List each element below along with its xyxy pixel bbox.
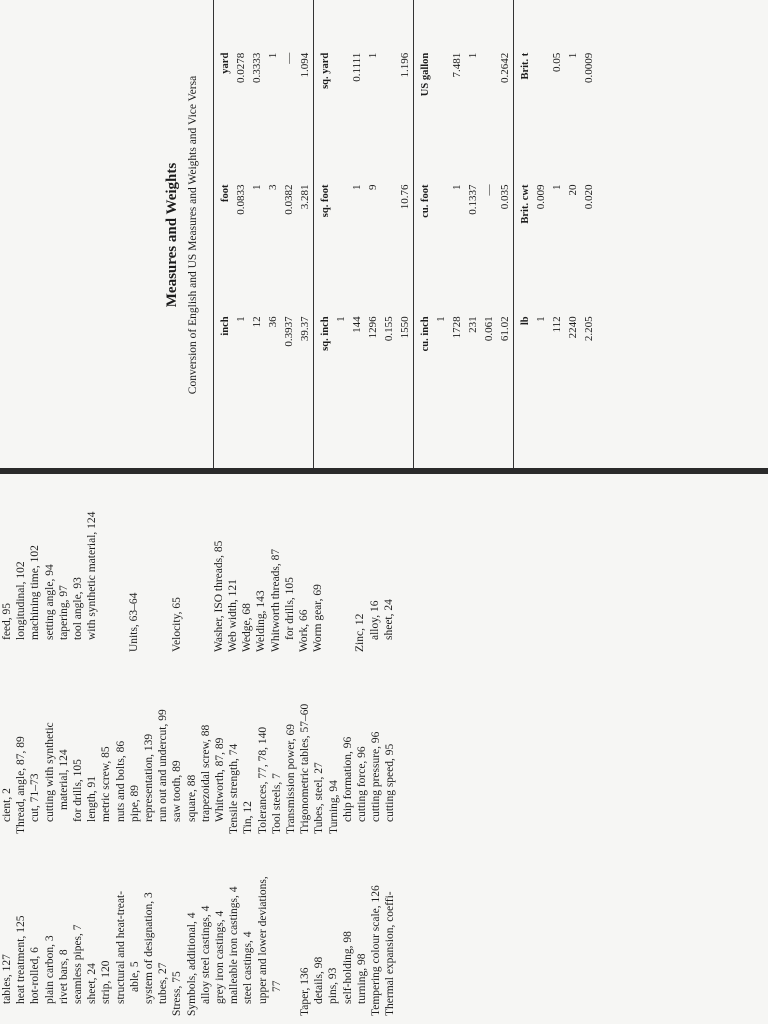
conversion-table-region [0, 0, 768, 470]
table-section-header-weights [514, 0, 534, 470]
index-entry: Transmission power, 69 [285, 724, 298, 834]
table-row [465, 0, 481, 470]
index-entry: Velocity, 65 [170, 597, 183, 652]
table-cell: 1 [467, 52, 479, 59]
table-row [449, 0, 465, 470]
index-column-3 [0, 474, 396, 652]
table-cell [481, 47, 497, 179]
table-cell: 1 [551, 184, 563, 191]
index-entry: turning, 98 [355, 953, 368, 1004]
index-entry: material, 124 [57, 749, 70, 810]
table-cell [233, 0, 249, 47]
table-header-cell: foot [214, 179, 234, 311]
index-spacer [99, 474, 113, 652]
index-entry: Thread, angle, 87, 89 [15, 736, 28, 834]
index-entry: Thermal expansion, coeffi- [384, 891, 397, 1016]
index-entry: for drills, 105 [72, 759, 85, 822]
index-entry: steel castings, 4 [242, 931, 255, 1004]
table-cell [381, 442, 397, 470]
table-header-cell: Brit. cwt [514, 179, 534, 311]
table-cell: 0.2642 [499, 52, 511, 83]
table-cell: 0.1337 [467, 184, 479, 215]
index-spacer [113, 474, 127, 652]
table-cell [281, 442, 297, 470]
table-cell [349, 442, 365, 470]
index-spacer [184, 474, 198, 652]
table-cell [533, 442, 549, 470]
table-cell [333, 47, 349, 179]
table-header-cell [314, 442, 334, 470]
table-cell [581, 442, 597, 470]
table-cell: 1 [251, 184, 263, 191]
index-entry: Worm gear, 69 [312, 584, 325, 652]
index-spacer [339, 474, 353, 652]
table-cell: 20 [567, 184, 579, 196]
table-cell [465, 442, 481, 470]
table-cell: 1.094 [299, 52, 311, 78]
table-cell [481, 0, 497, 47]
index-entry: upper and lower deviations, [256, 876, 269, 1004]
table-cell [249, 0, 265, 47]
table-cell: 12 [251, 316, 263, 328]
table-cell: 1 [335, 316, 347, 322]
index-entry: setting angle, 94 [43, 564, 56, 640]
table-cell: 36 [267, 316, 279, 328]
table-cell: 0.0833 [235, 184, 247, 215]
table-cell: 0.061 [483, 316, 495, 342]
index-entry: Work, 66 [298, 609, 311, 652]
table-cell: 2240 [567, 316, 579, 339]
index-entry: Tin, 12 [242, 801, 255, 834]
index-entry: feed, 95 [1, 602, 13, 640]
table-header-cell [514, 442, 534, 470]
table-cell: 1 [535, 316, 547, 322]
index-entry: self-holding, 98 [341, 931, 354, 1004]
table-header-cell: sq. foot [314, 179, 334, 311]
index-entry: with synthetic material, 124 [86, 511, 99, 640]
table-cell: 1 [451, 184, 463, 191]
index-spacer [198, 474, 212, 652]
table-row [265, 0, 281, 470]
table-cell [397, 442, 414, 470]
table-cell [533, 0, 549, 47]
table-cell [433, 179, 449, 311]
index-entry: Taper, 136 [299, 967, 312, 1016]
table-cell: 1 [351, 184, 363, 191]
table-header-cell: cu. foot [414, 179, 434, 311]
index-entry: structural and heat-treat- [114, 890, 127, 1004]
index-entry: metric screw, 85 [100, 746, 113, 822]
index-entry: cutting force, 96 [356, 746, 369, 822]
table-cell: 10.76 [399, 184, 411, 210]
table-cell [333, 0, 349, 47]
table-cell: 39.37 [299, 316, 311, 342]
index-entry: Zinc, 12 [354, 613, 367, 652]
table-cell: 231 [467, 316, 479, 333]
table-cell: 144 [351, 316, 363, 333]
index-entry: alloy steel castings, 4 [199, 905, 212, 1004]
table-cell [433, 47, 449, 179]
index-entry: Symbols, additional, 4 [185, 912, 198, 1016]
table-row [281, 0, 297, 470]
index-entry: rivet bars, 8 [57, 949, 70, 1004]
table-cell: 1.196 [399, 52, 411, 78]
table-cell: 1550 [399, 316, 411, 339]
index-spacer [284, 826, 298, 1016]
index-entry: tables, 127 [1, 954, 13, 1004]
table-cell [333, 179, 349, 311]
index-entry: cut, 71–73 [29, 773, 42, 822]
index-entry: cutting speed, 95 [384, 743, 397, 822]
table-cell [481, 442, 497, 470]
index-entry: longitudinal, 102 [15, 561, 28, 640]
index-entry: plain carbon, 3 [43, 935, 56, 1004]
index-entry: Tempering colour scale, 126 [370, 885, 383, 1016]
table-cell: 0.020 [583, 184, 595, 210]
table-cell: 0.009 [535, 184, 547, 210]
table-cell: 61.02 [499, 316, 511, 342]
table-cell [233, 442, 249, 470]
table-cell [565, 0, 581, 47]
index-entry: nuts and bolts, 86 [114, 740, 127, 822]
table-cell [497, 0, 514, 47]
index-entry: chip formation, 96 [341, 736, 354, 822]
table-header-cell [214, 0, 234, 47]
table-header-cell: cu. inch [414, 310, 434, 442]
table-cell [549, 442, 565, 470]
table-cell: 1 [235, 316, 247, 322]
table-cell [333, 442, 349, 470]
table-row [397, 0, 414, 470]
table-cell [281, 0, 297, 47]
table-row [349, 0, 365, 470]
table-row [565, 0, 581, 470]
table-header-cell: Brit. t [514, 47, 534, 179]
table-row [381, 0, 397, 470]
table-cell: 0.3937 [283, 316, 295, 347]
table-row [333, 0, 349, 470]
table-cell [381, 0, 397, 47]
index-column-2 [0, 644, 398, 834]
index-entry: Trigonometric tables, 57–60 [299, 703, 312, 834]
index-entry: Welding, 143 [255, 590, 268, 652]
table-cell: 112 [551, 316, 563, 333]
index-entry: Whitworth threads, 87 [269, 548, 282, 652]
table-cell [449, 442, 465, 470]
table-header-cell: US gallon [414, 47, 434, 179]
page-subtitle: Conversion of English and US Measures and Weights and Vice Versa [187, 75, 199, 395]
index-entry: Whitworth, 87, 89 [214, 737, 227, 822]
index-entry: seamless pipes, 7 [72, 924, 85, 1004]
table-cell: 1 [567, 52, 579, 59]
table-header-cell [514, 0, 534, 47]
table-section-header-linear [214, 0, 234, 470]
index-entry: sheet, 24 [382, 599, 395, 640]
page-title: Measures and Weights [164, 162, 180, 308]
table-row [233, 0, 249, 470]
table-cell [565, 442, 581, 470]
table-cell: 0.0278 [235, 52, 247, 83]
index-entry: system of designation, 3 [143, 892, 156, 1004]
rotated-index [0, 474, 768, 1024]
table-cell [265, 0, 281, 47]
table-cell [465, 0, 481, 47]
index-entry: pins, 93 [327, 967, 340, 1004]
index-entry: Units, 63–64 [128, 592, 141, 652]
table-cell [381, 179, 397, 311]
table-row [533, 0, 549, 470]
table-cell: 0.3333 [251, 52, 263, 83]
table-cell: 0.1111 [351, 52, 363, 82]
table-header-cell: yard [214, 47, 234, 179]
table-row [365, 0, 381, 470]
index-entry: Stress, 75 [171, 971, 184, 1016]
table-cell: 3.281 [299, 184, 311, 210]
conversion-table [213, 0, 597, 470]
table-cell: 1 [435, 316, 447, 322]
table-cell: 3 [267, 184, 279, 191]
table-section-header-cubic [414, 0, 434, 470]
index-spacer [156, 474, 170, 652]
table-cell [381, 47, 397, 179]
index-entry: Wedge, 68 [241, 603, 254, 652]
table-cell: — [283, 52, 295, 64]
table-section-header-square [314, 0, 334, 470]
index-entry: saw tooth, 89 [171, 760, 184, 822]
index-entry: Web width, 121 [227, 579, 240, 652]
table-row [433, 0, 449, 470]
index-entry: Turning, 94 [327, 780, 340, 834]
table-cell [265, 442, 281, 470]
index-spacer [142, 474, 156, 652]
table-cell: 1296 [367, 316, 379, 339]
index-entry: sheet, 24 [86, 963, 99, 1004]
table-cell [365, 0, 381, 47]
index-column-1 [0, 826, 397, 1016]
index-entry: trapezoidal screw, 88 [199, 724, 212, 822]
table-cell: 9 [367, 184, 379, 191]
table-header-cell: lb [514, 310, 534, 442]
index-entry: heat treatment, 125 [15, 915, 28, 1004]
index-spacer [325, 474, 339, 652]
table-cell [549, 0, 565, 47]
index-entry: length, 91 [86, 776, 99, 822]
index-entry: strip, 120 [100, 960, 113, 1004]
index-entry: pipe, 89 [128, 784, 141, 822]
table-cell: 0.05 [551, 52, 563, 72]
table-cell [433, 442, 449, 470]
table-cell: 0.0009 [583, 52, 595, 83]
table-cell [497, 442, 514, 470]
index-entry: machining time, 102 [29, 545, 42, 640]
index-entry: run out and undercut, 99 [157, 709, 170, 822]
index-entry: cutting with synthetic [43, 722, 56, 822]
index-entry: Tensile strength, 74 [228, 743, 241, 834]
table-cell [297, 0, 314, 47]
index-entry: able, 5 [128, 961, 141, 992]
table-row [297, 0, 314, 470]
table-header-cell: inch [214, 310, 234, 442]
table-header-cell [414, 442, 434, 470]
table-cell: 1728 [451, 316, 463, 339]
table-cell [581, 0, 597, 47]
index-entry: cutting pressure, 96 [370, 731, 383, 822]
table-row [481, 0, 497, 470]
table-row [549, 0, 565, 470]
table-cell: 0.155 [383, 316, 395, 342]
index-region [0, 474, 768, 1024]
table-cell [365, 442, 381, 470]
table-header-cell: sq. yard [314, 47, 334, 179]
table-cell [249, 442, 265, 470]
index-entry: alloy, 16 [368, 600, 381, 640]
table-cell [533, 47, 549, 179]
index-entry: tool angle, 93 [72, 577, 85, 640]
table-cell [433, 0, 449, 47]
index-entry: tapering, 97 [57, 585, 70, 640]
index-entry: square, 88 [185, 774, 198, 822]
index-entry: Tubes, steel, 27 [313, 762, 326, 834]
index-entry: for drills, 105 [283, 577, 296, 640]
index-entry: details, 98 [313, 956, 326, 1004]
table-cell: 2.205 [583, 316, 595, 342]
table-cell: — [483, 184, 495, 196]
table-cell [297, 442, 314, 470]
table-row [497, 0, 514, 470]
table-cell: 1 [267, 52, 279, 59]
index-entry: hot-rolled, 6 [29, 947, 42, 1004]
index-entry: cient, 2 [1, 788, 13, 822]
index-entry: grey iron castings, 4 [214, 910, 227, 1004]
table-header-cell: sq. inch [314, 310, 334, 442]
table-cell: 0.035 [499, 184, 511, 210]
table-row [581, 0, 597, 470]
table-header-cell [214, 442, 234, 470]
table-cell [349, 0, 365, 47]
index-entry: tubes, 27 [157, 962, 170, 1004]
index-entry: 77 [270, 980, 283, 992]
table-cell [449, 0, 465, 47]
index-entry: Washer, ISO threads, 85 [212, 540, 225, 652]
index-entry: Tolerances, 77, 78, 140 [256, 726, 269, 834]
table-row [249, 0, 265, 470]
index-entry: malleable iron castings, 4 [228, 886, 241, 1004]
index-entry: representation, 139 [143, 733, 156, 822]
table-header-cell [414, 0, 434, 47]
table-cell: 1 [367, 52, 379, 59]
table-header-cell [314, 0, 334, 47]
table-cell [397, 0, 414, 47]
index-entry: Tool steels, 7 [270, 773, 283, 834]
table-cell: 0.0382 [283, 184, 295, 215]
rotated-conversion-table [124, 0, 644, 470]
table-cell: 7.481 [451, 52, 463, 78]
